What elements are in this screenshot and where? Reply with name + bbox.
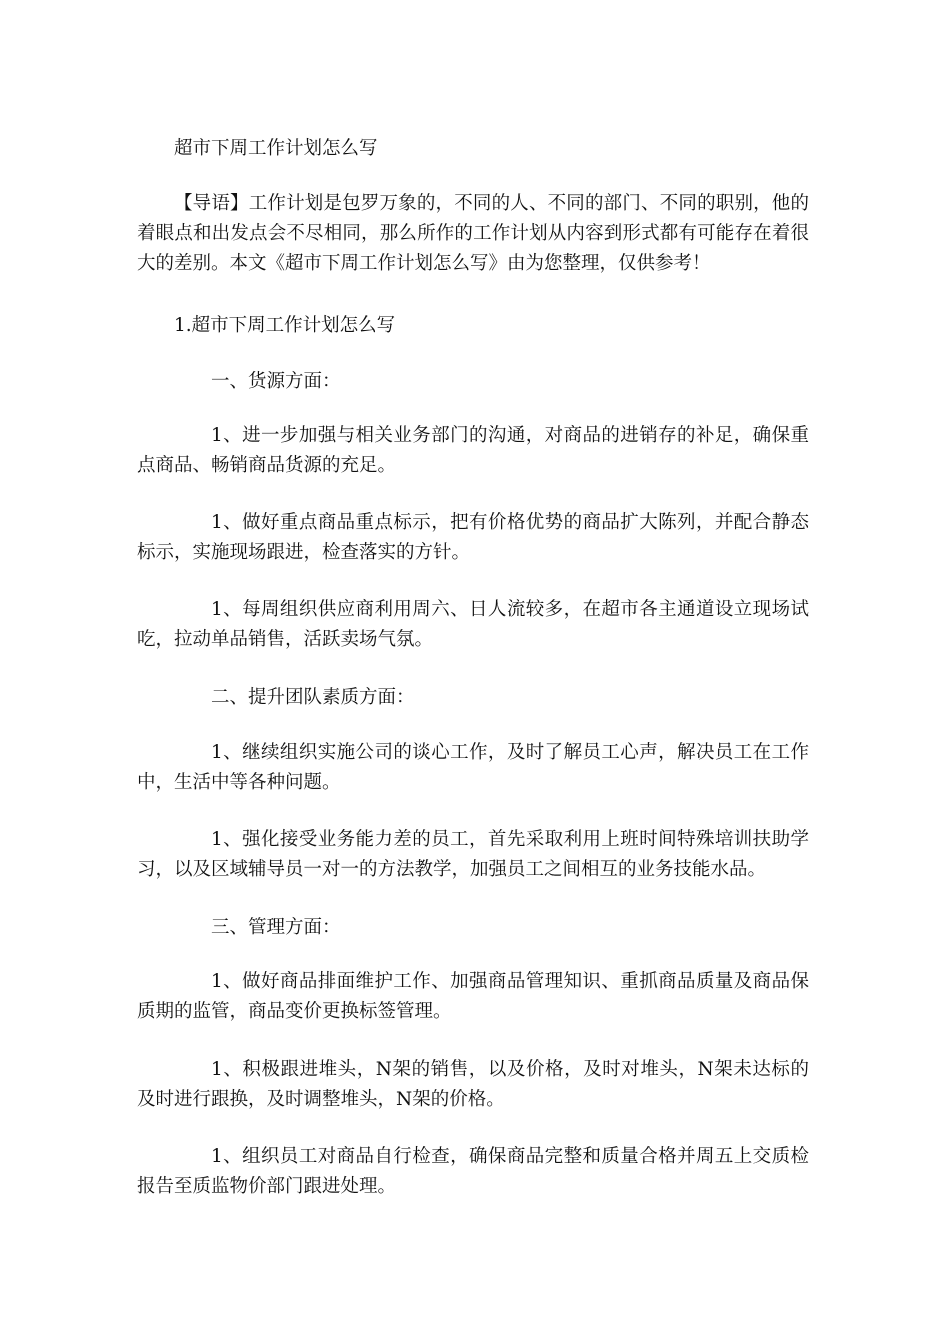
intro-paragraph: 【导语】工作计划是包罗万象的，不同的人、不同的部门、不同的职别，他的着眼点和出发点会不尽相同，那么所作的工作计划从内容到形式都有可能存在着很大的差别。本文《超市下周工作计划怎么写》由为您整理，仅供参考！ bbox=[137, 193, 809, 274]
paragraph-supply-2: 1、做好重点商品重点标示，把有价格优势的商品扩大陈列，并配合静态标示，实施现场跟进，检查落实的方针。 bbox=[137, 512, 809, 563]
paragraph-supply-3: 1、每周组织供应商利用周六、日人流较多，在超市各主通道设立现场试吃，拉动单品销售，活跃卖场气氛。 bbox=[137, 599, 809, 650]
paragraph-supply-1: 1、进一步加强与相关业务部门的沟通，对商品的进销存的补足，确保重点商品、畅销商品货源的充足。 bbox=[137, 425, 809, 476]
heading-team: 二、提升团队素质方面： bbox=[211, 687, 415, 708]
paragraph-team-2: 1、强化接受业务能力差的员工，首先采取利用上班时间特殊培训扶助学习，以及区域辅导员一对一的方法教学，加强员工之间相互的业务技能水品。 bbox=[137, 829, 809, 880]
paragraph-management-2: 1、积极跟进堆头，N架的销售，以及价格，及时对堆头，N架未达标的及时进行跟换，及时调整堆头，N架的价格。 bbox=[137, 1059, 809, 1110]
heading-supply: 一、货源方面： bbox=[211, 371, 341, 392]
section-title: 1.超市下周工作计划怎么写 bbox=[174, 315, 396, 336]
heading-management: 三、管理方面： bbox=[211, 917, 341, 938]
paragraph-management-1: 1、做好商品排面维护工作、加强商品管理知识、重抓商品质量及商品保质期的监管，商品变价更换标签管理。 bbox=[137, 971, 809, 1022]
document-title: 超市下周工作计划怎么写 bbox=[174, 138, 378, 159]
paragraph-team-1: 1、继续组织实施公司的谈心工作，及时了解员工心声，解决员工在工作中，生活中等各种问题。 bbox=[137, 742, 809, 793]
paragraph-management-3: 1、组织员工对商品自行检查，确保商品完整和质量合格并周五上交质检报告至质监物价部门跟进处理。 bbox=[137, 1146, 809, 1197]
